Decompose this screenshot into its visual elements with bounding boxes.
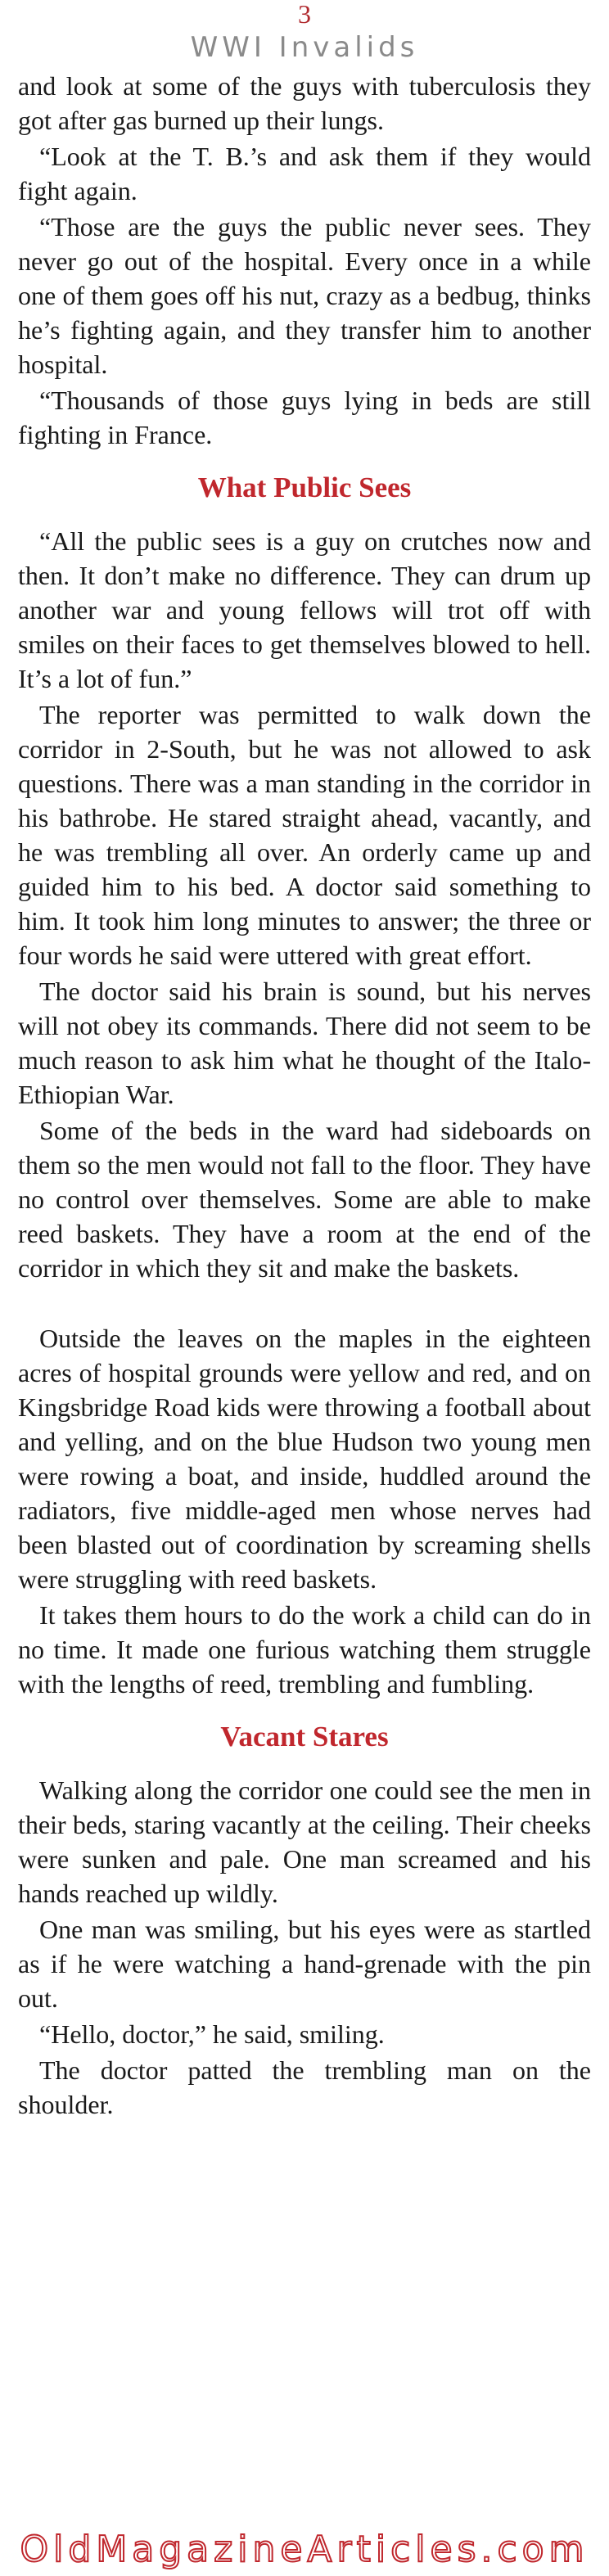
paragraph: Walking along the corridor one could see the men in their beds, staring vacantly at the ceiling. Their cheeks were sunken and pale. One man screamed and his hands reached up wildly.	[18, 1775, 591, 1908]
paragraph: “Those are the guys the public never sees. They never go out of the hospital. Every once in a while one of them goes off his nut, crazy as a bedbug, thinks he’s fighting again, and they transfer him to another hospital.	[18, 212, 591, 379]
paragraph: “Thousands of those guys lying in beds are still fighting in France.	[18, 386, 591, 449]
paragraph: and look at some of the guys with tuberculosis they got after gas burned up their lungs.	[18, 71, 591, 135]
paragraph: The doctor patted the trembling man on the shoulder.	[18, 2055, 591, 2119]
section-heading-what-public-sees: What Public Sees	[197, 471, 412, 503]
footer-watermark-banner: OldMagazineArticles.com	[20, 2529, 589, 2570]
paragraph: “Look at the T. B.’s and ask them if they would fight again.	[18, 142, 591, 205]
section-heading-vacant-stares: Vacant Stares	[220, 1721, 389, 1753]
paragraph: “Hello, doctor,” he said, smiling.	[39, 2019, 385, 2049]
paragraph: It takes them hours to do the work a child can do in no time. It made one furious watching them struggle with the lengths of reed, trembling and fumbling.	[18, 1600, 591, 1699]
section-break	[18, 1287, 591, 1321]
paragraph: “All the public sees is a guy on crutches now and then. It don’t make no difference. They can drum up another war and young fellows will trot off with smiles on their faces to get themselves blowed to hell. It’s a lot of fun.”	[18, 526, 591, 693]
paragraph: One man was smiling, but his eyes were as startled as if he were watching a hand-grenade with the pin out.	[18, 1915, 591, 2013]
paragraph: Some of the beds in the ward had sideboards on them so the men would not fall to the floor. They have no control over themselves. Some are able to make reed baskets. They have a room at the end of the corridor in which they sit and make the baskets.	[18, 1116, 591, 1283]
page-number: 3	[298, 0, 311, 29]
paragraph: Outside the leaves on the maples in the eighteen acres of hospital grounds were yellow and red, and on Kingsbridge Road kids were throwing a football about and yelling, and on the blue Hudson two young men were rowing a boat, and inside, huddled around the radiators, five middle-aged men whose nerves had been blasted out of coordination by screaming shells were struggling with reed baskets.	[18, 1324, 591, 1594]
page-header-title: WWI Invalids	[190, 31, 419, 64]
paragraph: The reporter was permitted to walk down the corridor in 2-South, but he was not allowed to ask questions. There was a man standing in the corridor in his bathrobe. He stared straight ahead, vacantly, and he was trembling all over. An orderly came up and guided him to his bed. A doctor said something to him. It took him long minutes to answer; the three or four words he said were uttered with great effort.	[18, 700, 591, 970]
paragraph: The doctor said his brain is sound, but his nerves will not obey its commands. There did not seem to be much reason to ask him what he thought of the Italo-Ethiopian War.	[18, 977, 591, 1109]
